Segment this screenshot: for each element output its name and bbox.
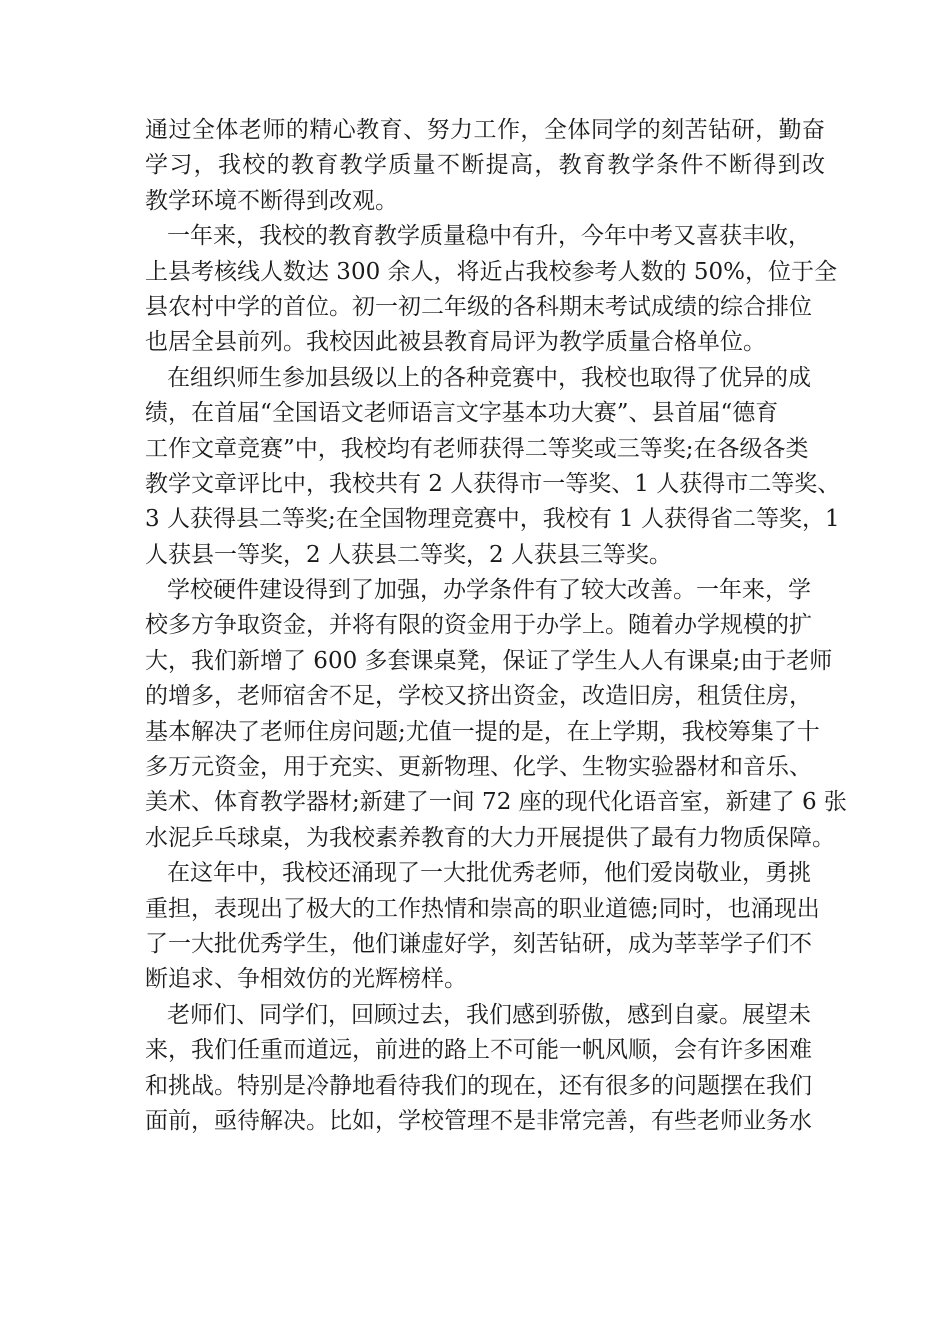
text-line: 教学环境不断得到改观。 [145, 187, 398, 214]
text-line: 学习，我校的教育教学质量不断提高，教育教学条件不断得到改 [145, 152, 825, 179]
text-line: 老师们、同学们，回顾过去，我们感到骄傲，感到自豪。展望未 [167, 1001, 811, 1028]
text-line: 校多方争取资金，并将有限的资金用于办学上。随着办学规模的扩 [145, 612, 812, 639]
text-line: 了一大批优秀学生，他们谦虚好学，刻苦钻研，成为莘莘学子们不 [145, 930, 812, 957]
text-line: 通过全体老师的精心教育、努力工作，全体同学的刻苦钻研，勤奋 [145, 117, 825, 143]
text-line: 和挑战。特别是冷静地看待我们的现在，还有很多的问题摆在我们 [145, 1072, 812, 1099]
text-line: 县农村中学的首位。初一初二年级的各科期末考试成绩的综合排位 [145, 293, 812, 320]
text-line: 重担，表现出了极大的工作热情和崇高的职业道德;同时，也涌现出 [145, 895, 820, 922]
text-line: 学校硬件建设得到了加强，办学条件有了较大改善。一年来，学 [167, 577, 811, 604]
text-line: 一年来，我校的教育教学质量稳中有升，今年中考又喜获丰收， [167, 223, 811, 250]
text-line: 教学文章评比中，我校共有 2 人获得市一等奖、1 人获得市二等奖、 [145, 470, 841, 497]
text-line: 面前，亟待解决。比如，学校管理不是非常完善，有些老师业务水 [145, 1107, 812, 1134]
text-line: 3 人获得县二等奖;在全国物理竞赛中，我校有 1 人获得省二等奖，1 [145, 506, 840, 533]
text-line: 上县考核线人数达 300 余人，将近占我校参考人数的 50%，位于全 [145, 258, 837, 285]
text-line: 大，我们新增了 600 多套课桌凳，保证了学生人人有课桌;由于老师 [145, 647, 833, 674]
text-line: 也居全县前列。我校因此被县教育局评为教学质量合格单位。 [145, 329, 766, 356]
text-line: 绩，在首届“全国语文老师语言文字基本功大赛”、县首届“德育 [145, 400, 779, 427]
text-line: 来，我们任重而道远，前进的路上不可能一帆风顺，会有许多困难 [145, 1037, 812, 1064]
text-line: 人获县一等奖，2 人获县二等奖，2 人获县三等奖。 [145, 541, 672, 568]
text-line: 的增多，老师宿舍不足，学校又挤出资金，改造旧房，租赁住房， [145, 683, 812, 710]
text-line: 工作文章竞赛”中，我校均有老师获得二等奖或三等奖;在各级各类 [145, 435, 809, 462]
text-line: 在组织师生参加县级以上的各种竞赛中，我校也取得了优异的成 [167, 364, 811, 391]
text-line: 多万元资金，用于充实、更新物理、化学、生物实验器材和音乐、 [145, 754, 812, 781]
text-line: 水泥乒乓球桌，为我校素养教育的大力开展提供了最有力物质保障。 [145, 824, 835, 851]
text-line: 在这年中，我校还涌现了一大批优秀老师，他们爱岗敬业，勇挑 [167, 860, 811, 887]
document-body [145, 113, 847, 1139]
text-line: 美术、体育教学器材;新建了一间 72 座的现代化语音室，新建了 6 张 [145, 789, 847, 816]
text-line: 断追求、争相效仿的光辉榜样。 [145, 966, 467, 993]
text-line: 基本解决了老师住房问题;尤值一提的是，在上学期，我校筹集了十 [145, 718, 820, 745]
